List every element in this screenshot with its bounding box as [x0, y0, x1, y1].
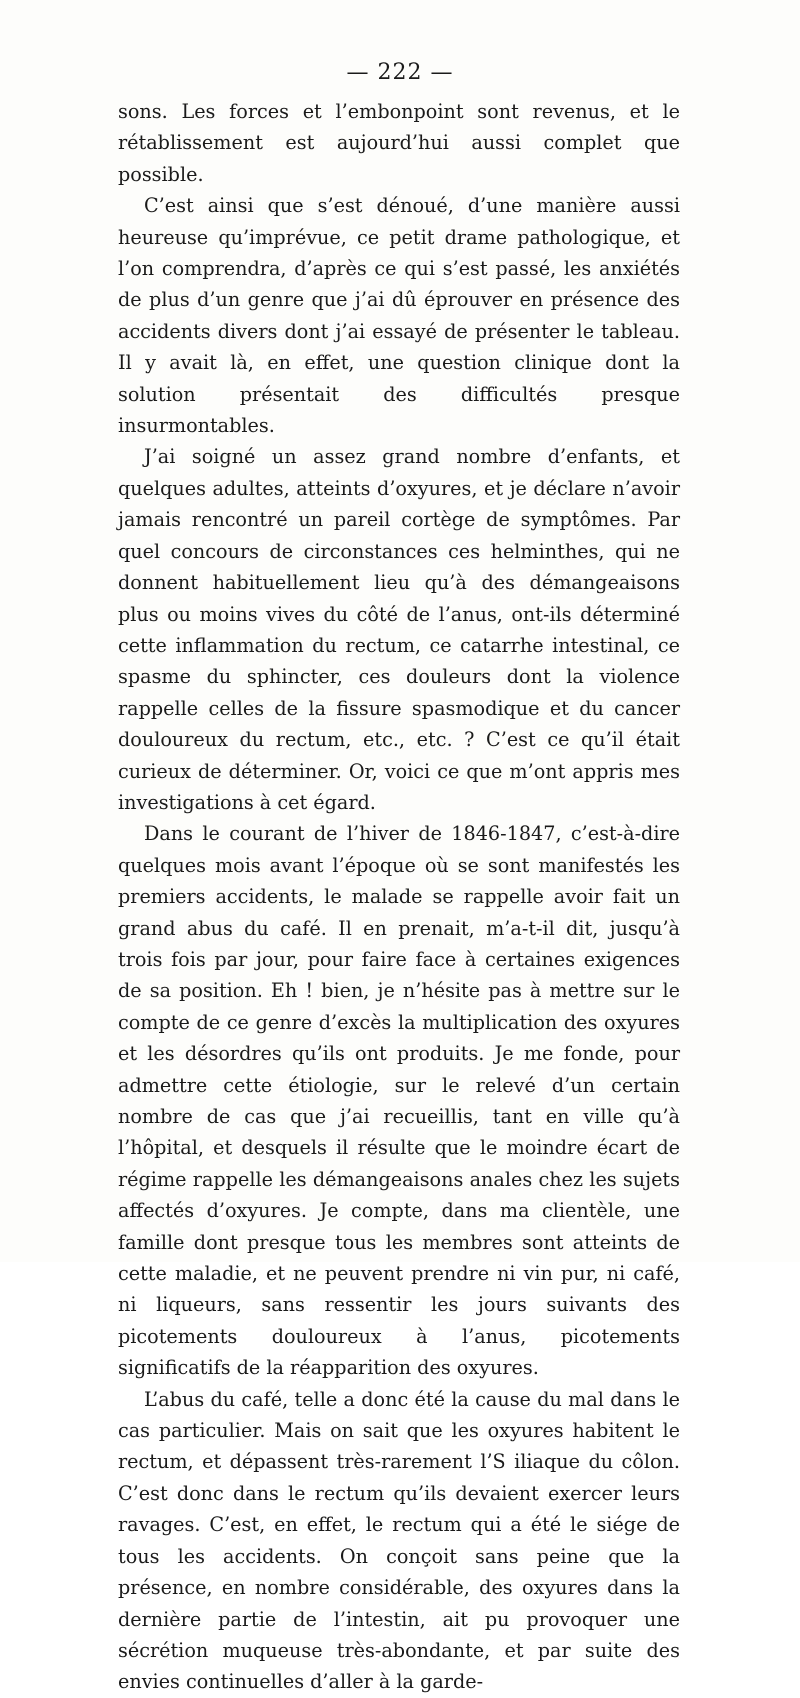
- paragraph-5: L’abus du café, telle a donc été la cause du mal dans le cas particulier. Mais on sait que les oxyures habitent le rectum, et dépassent très-rarement l’S iliaque du côlon. C’est donc dans le rectum qu’ils devaient exercer leurs ravages. C’est, en effet, le rectum qui a été le siége de tous les accidents. On conçoit sans peine que la présence, en nombre considérable, des oxyures dans la dernière partie de l’intestin, ait pu provoquer une sécrétion muqueuse très-abondante, et par suite des envies continuelles d’aller à la garde-: [118, 1387, 680, 1694]
- paragraph-4: Dans le courant de l’hiver de 1846-1847, c’est-à-dire quelques mois avant l’époque où se sont manifestés les premiers accidents, le malade se rappelle avoir fait un grand abus du café. Il en prenait, m’a-t-il dit, jusqu’à trois fois par jour, pour faire face à certaines exigences de sa position. Eh ! bien, je n’hésite pas à mettre sur le compte de ce genre d’excès la multiplication des oxyures et les désordres qu’ils ont produits. Je me fonde, pour admettre cette étiologie, sur le relevé d’un certain nombre de cas que j’ai recueillis, tant en ville qu’à l’hôpital, et desquels il résulte que le moindre écart de régime rappelle les démangeaisons anales chez les sujets affectés d’oxyures. Je compte, dans ma clientèle, une famille dont presque tous les membres sont atteints de cette maladie, et ne peuvent prendre ni vin pur, ni café, ni liqueurs, sans ressentir les jours suivants des picotements douloureux à l’anus, picotements significatifs de la réapparition des oxyures.: [118, 822, 680, 1380]
- paragraph-3: J’ai soigné un assez grand nombre d’enfants, et quelques adultes, atteints d’oxyures, et je déclare n’avoir jamais rencontré un pareil cortège de symptômes. Par quel concours de circonstances ces helminthes, qui ne donnent habituellement lieu qu’à des démangeaisons plus ou moins vives du côté de l’anus, ont-ils déterminé cette inflammation du rectum, ce catarrhe intestinal, ce spasme du sphincter, ces douleurs dont la violence rappelle celles de la fissure spasmodique et du cancer douloureux du rectum, etc., etc. ? C’est ce qu’il était curieux de déterminer. Or, voici ce que m’ont appris mes investigations à cet égard.: [118, 445, 680, 814]
- paragraph-2: C’est ainsi que s’est dénoué, d’une manière aussi heureuse qu’imprévue, ce petit drame pathologique, et l’on comprendra, d’après ce qui s’est passé, les anxiétés de plus d’un genre que j’ai dû éprouver en présence des accidents divers dont j’ai essayé de présenter le tableau. Il y avait là, en effet, une question clinique dont la solution présentait des difficultés presque insurmontables.: [118, 194, 680, 438]
- paragraph-1: sons. Les forces et l’embonpoint sont revenus, et le rétablissement est aujourd’hui aussi complet que possible.: [118, 100, 680, 186]
- page-number: — 222 —: [346, 60, 454, 85]
- body-text: [118, 96, 680, 1698]
